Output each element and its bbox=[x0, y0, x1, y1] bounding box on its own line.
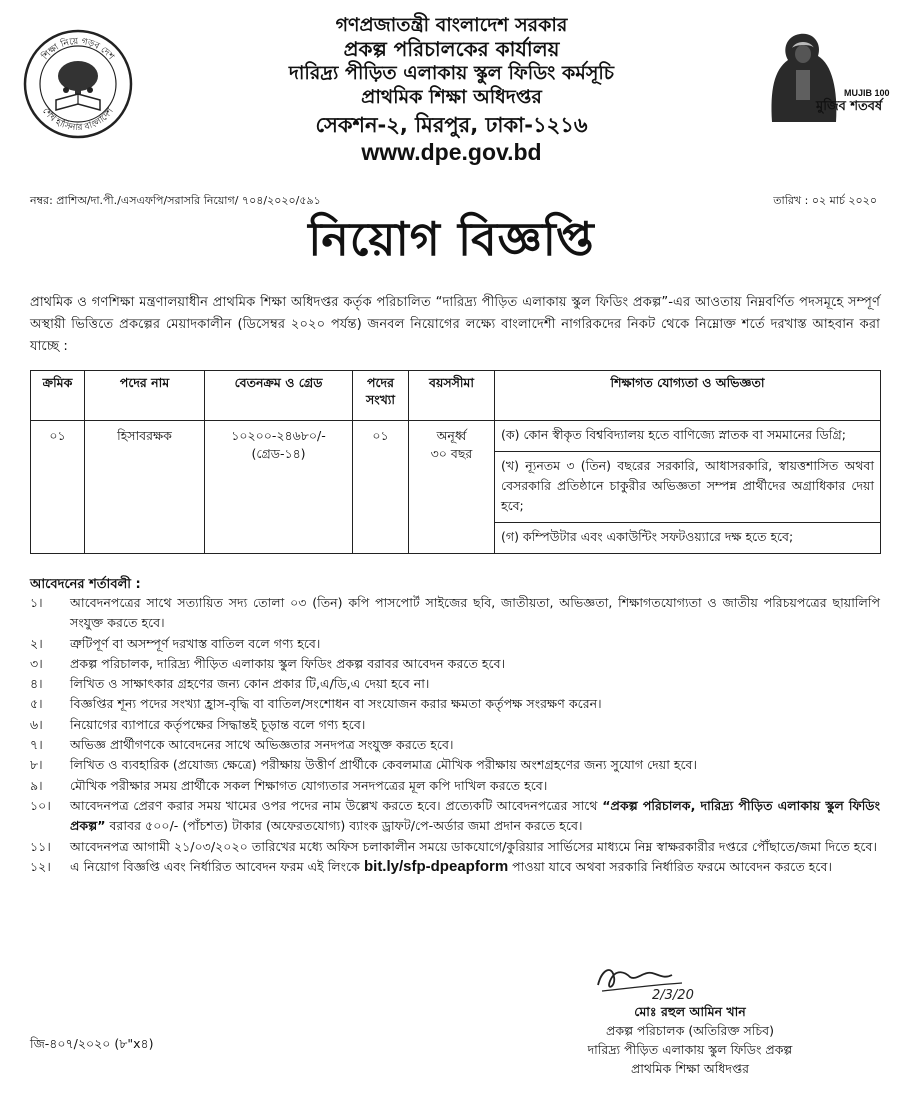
item-text: মৌখিক পরীক্ষার সময় প্রার্থীকে সকল শিক্ষাগত যোগ্যতার সনদপত্রের মূল কপি দাখিল করতে হবে। bbox=[70, 777, 548, 793]
print-reference: জি-৪০৭/২০২০ (৮"x৪) bbox=[30, 1036, 154, 1051]
header-qualification: শিক্ষাগত যোগ্যতা ও অভিজ্ঞতা bbox=[495, 371, 881, 421]
directorate-name: প্রাথমিক শিক্ষা অধিদপ্তর bbox=[361, 86, 542, 108]
item-number: ১০। bbox=[30, 797, 51, 813]
list-item bbox=[30, 694, 880, 714]
item-text: আবেদনপত্র আগামী ২১/০৩/২০২০ তারিখের মধ্যে অফিস চলাকালীন সময়ে ডাকযোগে/কুরিয়ার সার্ভিসের মাধ্যমে নিম্ন স্বাক্ষরকারীর দপ্তরে পৌঁছাতে/জমা দিতে হবে। bbox=[70, 838, 877, 854]
item-number: ৪। bbox=[30, 676, 43, 692]
qualification-item: (খ) ন্যূনতম ৩ (তিন) বছরের সরকারি, আধাসরকারি, স্বায়ত্তশাসিত অথবা বেসরকারি প্রতিষ্ঠানে চাকুরীর অভিজ্ঞতা সম্পন্ন প্রার্থীদের অগ্রাধিকার দেয়া হবে; bbox=[495, 451, 880, 522]
item-text: আবেদনপত্রের সাথে সত্যায়িত সদ্য তোলা ০৩ (তিন) কপি পাসপোর্ট সাইজের ছবি, জাতীয়তা, অভিজ্ঞতা, শিক্ষাগতযোগ্যতা ও জাতীয় পরিচয়পত্রের ছায়ালিপি সংযুক্ত করতে হবে। bbox=[70, 595, 880, 631]
item-number: ৯। bbox=[30, 777, 43, 793]
header-serial: ক্রমিক bbox=[31, 371, 85, 421]
item-text: বিজ্ঞপ্তির শূন্য পদের সংখ্যা হ্রাস-বৃদ্ধি বা বাতিল/সংশোধন বা সংযোজন করার ক্ষমতা কর্তৃপক্ষ সংরক্ষণ করেন। bbox=[70, 696, 602, 712]
list-item bbox=[30, 837, 880, 857]
item-number: ৭। bbox=[30, 737, 43, 753]
page-title: নিয়োগ বিজ্ঞপ্তি bbox=[308, 212, 595, 266]
cell-post: হিসাবরক্ষক bbox=[85, 421, 205, 554]
qualification-item: (ক) কোন স্বীকৃত বিশ্ববিদ্যালয় হতে বাণিজ্যে স্নাতক বা সমমানের ডিগ্রি; bbox=[501, 427, 846, 442]
item-number: ২। bbox=[30, 635, 43, 651]
item-text: প্রকল্প পরিচালক, দারিদ্র্য পীড়িত এলাকায় স্কুল ফিডিং প্রকল্প বরাবর আবেদন করতে হবে। bbox=[70, 655, 506, 671]
item-text-part: বরাবর ৫০০/- (পাঁচশত) টাকার (অফেরতযোগ্য) ব্যাংক ড্রাফট/পে-অর্ডার জমা প্রদান করতে হবে। bbox=[105, 818, 583, 834]
table-row bbox=[31, 421, 881, 554]
header-post: পদের নাম bbox=[85, 371, 205, 421]
header-count: পদের সংখ্যা bbox=[353, 371, 409, 421]
signatory-project: দারিদ্র্য পীড়িত এলাকায় স্কুল ফিডিং প্রকল্প bbox=[587, 1042, 793, 1057]
item-number: ১। bbox=[30, 595, 43, 610]
item-text: লিখিত ও সাক্ষাৎকার গ্রহণের জন্য কোন প্রকার টি,এ/ডি,এ দেয়া হবে না। bbox=[70, 676, 430, 692]
item-number: ৮। bbox=[30, 757, 43, 773]
signatory-office: প্রাথমিক শিক্ষা অধিদপ্তর bbox=[630, 1061, 750, 1076]
qualification-item: (গ) কম্পিউটার এবং একাউন্টিং সফটওয়্যারে দক্ষ হতে হবে; bbox=[495, 522, 880, 553]
svg-text:মুজিব শতবর্ষ: মুজিব শতবর্ষ bbox=[816, 99, 883, 114]
conditions-heading: আবেদনের শর্তাবলী : bbox=[30, 577, 141, 592]
svg-text:2/3/20: 2/3/20 bbox=[652, 988, 694, 1003]
list-item bbox=[30, 654, 880, 674]
intro-paragraph: প্রাথমিক ও গণশিক্ষা মন্ত্রণালয়াধীন প্রাথমিক শিক্ষা অধিদপ্তর কর্তৃক পরিচালিত “দারিদ্র্য পীড়িত এলাকায় স্কুল ফিডিং প্রকল্প”-এর আওতায় নিম্নবর্ণিত পদসমূহে সম্পূর্ণ অস্থায়ী ভিত্তিতে প্রকল্পের মেয়াদকালীন (ডিসেম্বর ২০২০ পর্যন্ত) জনবল নিয়োগের লক্ষ্যে বাংলাদেশী নাগরিকদের নিকট থেকে নিম্নোক্ত শর্তে দরখাস্ত আহবান করা যাচ্ছে : bbox=[30, 295, 880, 354]
memo-number: নম্বর: প্রাশিঅ/দা.পী./এসএফপি/সরাসরি নিয়োগ/ ৭০৪/২০২০/৫৯১ bbox=[30, 194, 321, 207]
program-name: দারিদ্র্য পীড়িত এলাকায় স্কুল ফিডিং কর্মসূচি bbox=[288, 62, 615, 84]
item-number: ৩। bbox=[30, 655, 43, 671]
item-text: লিখিত ও ব্যবহারিক (প্রযোজ্য ক্ষেত্রে) পরীক্ষায় উত্তীর্ণ প্রার্থীকে কেবলমাত্র মৌখিক পরীক্ষায় অংশগ্রহণের জন্য সুযোগ দেয়া হবে। bbox=[70, 757, 698, 773]
item-number: ৫। bbox=[30, 696, 43, 712]
svg-text:MUJIB 100: MUJIB 100 bbox=[844, 88, 890, 98]
cell-serial: ০১ bbox=[31, 421, 85, 554]
memo-date: তারিখ : ০২ মার্চ ২০২০ bbox=[773, 194, 877, 207]
handwritten-signature bbox=[592, 955, 732, 1007]
age-limit-value: ৩০ বছর bbox=[430, 446, 473, 461]
svg-text:শেখ হাসিনার বাংলাদেশ: শেখ হাসিনার বাংলাদেশ bbox=[40, 106, 116, 134]
office-header bbox=[180, 14, 723, 164]
item-number: ১১। bbox=[30, 838, 51, 854]
list-item bbox=[30, 796, 880, 837]
item-text-part: আবেদনপত্র প্রেরণ করার সময় খামের ওপর পদের নাম উল্লেখ করতে হবে। প্রত্যেকটি আবেদনপত্রের সাথে bbox=[70, 797, 603, 813]
government-name: গণপ্রজাতন্ত্রী বাংলাদেশ সরকার bbox=[335, 14, 568, 36]
item-number: ১২। bbox=[30, 858, 51, 874]
item-number: ৬। bbox=[30, 716, 43, 732]
item-text-part: পাওয়া যাবে অথবা সরকারি নির্ধারিত ফরমে আবেদন করতে হবে। bbox=[508, 858, 832, 874]
item-text-part: এ নিয়োগ বিজ্ঞপ্তি এবং নির্ধারিত আবেদন ফরম এই লিংকে bbox=[70, 858, 364, 874]
website-link[interactable]: www.dpe.gov.bd bbox=[361, 139, 542, 165]
list-item bbox=[30, 776, 880, 796]
cell-age bbox=[409, 421, 495, 554]
cell-qualification bbox=[495, 421, 881, 554]
application-form-link[interactable]: bit.ly/sfp-dpeapform bbox=[363, 857, 509, 875]
list-item bbox=[30, 715, 880, 735]
svg-text:শিক্ষা নিয়ে গড়ব দেশ: শিক্ষা নিয়ে গড়ব দেশ bbox=[40, 36, 116, 63]
list-item bbox=[30, 735, 880, 755]
list-item bbox=[30, 634, 880, 654]
payee-name: “প্রকল্প পরিচালক, দারিদ্র্য পীড়িত এলাকায় স্কুল ফিডিং প্রকল্প” bbox=[70, 797, 881, 834]
conditions-list bbox=[30, 593, 880, 877]
list-item bbox=[30, 674, 880, 694]
table-header-row bbox=[31, 371, 881, 421]
signatory-designation: প্রকল্প পরিচালক (অতিরিক্ত সচিব) bbox=[606, 1023, 774, 1038]
pay-scale: ১০২০০-২৪৬৮০/- bbox=[231, 428, 326, 443]
list-item bbox=[30, 593, 880, 634]
age-limit-label: অনূর্ধ্ব bbox=[436, 428, 467, 443]
grade: (গ্রেড-১৪) bbox=[251, 446, 306, 461]
mujib-100-logo-icon bbox=[752, 30, 890, 130]
list-item bbox=[30, 755, 880, 775]
cell-scale bbox=[205, 421, 353, 554]
dpe-seal-icon bbox=[22, 28, 134, 140]
office-address: সেকশন-২, মিরপুর, ঢাকা-১২১৬ bbox=[315, 113, 588, 137]
item-text: ত্রুটিপূর্ণ বা অসম্পূর্ণ দরখাস্ত বাতিল বলে গণ্য হবে। bbox=[70, 635, 321, 651]
signatory-name: মোঃ রহুল আমিন খান bbox=[634, 1004, 746, 1019]
signature-block bbox=[500, 1002, 880, 1078]
header-age: বয়সসীমা bbox=[409, 371, 495, 421]
posts-table bbox=[30, 370, 881, 554]
item-text: অভিজ্ঞ প্রার্থীগণকে আবেদনের সাথে অভিজ্ঞতার সনদপত্র সংযুক্ত করতে হবে। bbox=[70, 737, 454, 753]
list-item bbox=[30, 857, 880, 877]
office-name: প্রকল্প পরিচালকের কার্যালয় bbox=[343, 37, 560, 61]
cell-count: ০১ bbox=[353, 421, 409, 554]
item-text: নিয়োগের ব্যাপারে কর্তৃপক্ষের সিদ্ধান্তই চূড়ান্ত বলে গণ্য হবে। bbox=[70, 716, 366, 732]
header-scale: বেতনক্রম ও গ্রেড bbox=[205, 371, 353, 421]
item-text bbox=[70, 857, 880, 877]
item-text bbox=[70, 796, 880, 837]
